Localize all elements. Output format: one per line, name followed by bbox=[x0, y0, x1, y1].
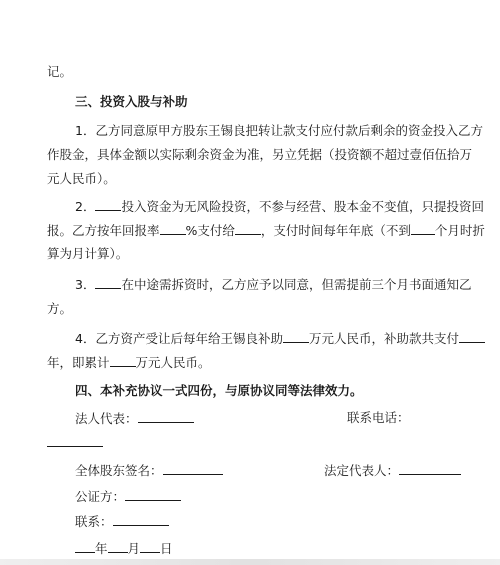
item4-blank-amount bbox=[283, 330, 309, 343]
notary-row bbox=[75, 488, 181, 505]
date-month-label: 月 bbox=[127, 541, 141, 556]
contact-phone-row bbox=[47, 434, 103, 451]
date-row bbox=[75, 540, 173, 557]
contact-phone-label: 联系电话： bbox=[347, 410, 410, 425]
shareholders-label: 全体股东签名： bbox=[75, 463, 163, 478]
text-continuation: 记。 bbox=[47, 64, 73, 79]
item1-line3: 元人民币）。 bbox=[47, 171, 116, 186]
contact-label: 联系： bbox=[75, 514, 113, 529]
shareholders-row bbox=[75, 462, 223, 479]
item4-line1 bbox=[75, 330, 485, 347]
item2-line2-part-b: %支付给 bbox=[185, 223, 235, 238]
contact-signature-line bbox=[113, 513, 169, 526]
legal-representative-row bbox=[324, 462, 461, 479]
item1-line1: 1．乙方同意原甲方股东王锡良把转让款支付应付款后剩余的资金投入乙方 bbox=[75, 123, 483, 138]
legal-rep-row bbox=[75, 410, 194, 427]
item2-line2-part-a: 报。乙方按年回报率 bbox=[47, 223, 160, 238]
item2-line2-part-c: ，支付时间每年年底（不到 bbox=[260, 223, 411, 238]
section3-heading: 三、投资入股与补助 bbox=[75, 94, 188, 109]
legal-rep-signature-line bbox=[138, 410, 194, 423]
legal-representative-label: 法定代表人： bbox=[324, 463, 400, 478]
item4-line2 bbox=[47, 354, 211, 371]
item3-blank-party bbox=[95, 276, 121, 289]
date-year-blank bbox=[75, 540, 95, 553]
item4-line1-part-b: 万元人民币，补助款共支付 bbox=[308, 331, 459, 346]
item2-line2 bbox=[47, 222, 485, 239]
date-year-label: 年 bbox=[95, 541, 108, 556]
contact-phone-blank bbox=[47, 434, 103, 447]
item4-blank-total bbox=[110, 354, 136, 367]
item3-line1-text: 在中途需拆资时，乙方应予以同意，但需提前三个月书面通知乙 bbox=[121, 277, 472, 292]
item4-line1-part-a: 4．乙方资产受让后每年给王锡良补助 bbox=[75, 331, 283, 346]
item2-blank-party bbox=[95, 198, 121, 211]
item3-number: 3． bbox=[75, 277, 96, 292]
contact-row bbox=[75, 513, 169, 530]
item2-line1 bbox=[75, 198, 484, 215]
item3-line2: 方。 bbox=[47, 301, 73, 316]
legal-rep-label: 法人代表： bbox=[75, 411, 138, 426]
legal-representative-signature-line bbox=[399, 462, 461, 475]
item4-line2-part-b: 万元人民币。 bbox=[135, 355, 211, 370]
item3-line1 bbox=[75, 276, 471, 293]
page-footer-strip bbox=[0, 559, 500, 565]
date-month-blank bbox=[108, 540, 128, 553]
section4-heading: 四、本补充协议一式四份，与原协议同等法律效力。 bbox=[75, 383, 363, 398]
item2-blank-payee bbox=[235, 222, 261, 235]
notary-signature-line bbox=[125, 488, 181, 501]
shareholders-signature-line bbox=[163, 462, 223, 475]
item2-blank-months bbox=[411, 222, 435, 235]
item2-line2-part-d: 个月时折 bbox=[434, 223, 485, 238]
item2-line3: 算为月计算）。 bbox=[47, 246, 129, 261]
item2-line1-text: 投入资金为无风险投资，不参与经营、股本金不变值，只提投资回 bbox=[121, 199, 484, 214]
item2-blank-rate bbox=[160, 222, 186, 235]
item4-line2-part-a: 年，即累计 bbox=[47, 355, 110, 370]
notary-label: 公证方： bbox=[75, 489, 126, 504]
item1-line2: 作股金，具体金额以实际剩余资金为准，另立凭据（投资额不超过壹佰伍拾万 bbox=[47, 147, 473, 162]
item2-number: 2． bbox=[75, 199, 96, 214]
item4-blank-years bbox=[459, 330, 485, 343]
date-day-blank bbox=[140, 540, 160, 553]
date-day-label: 日 bbox=[160, 541, 173, 556]
